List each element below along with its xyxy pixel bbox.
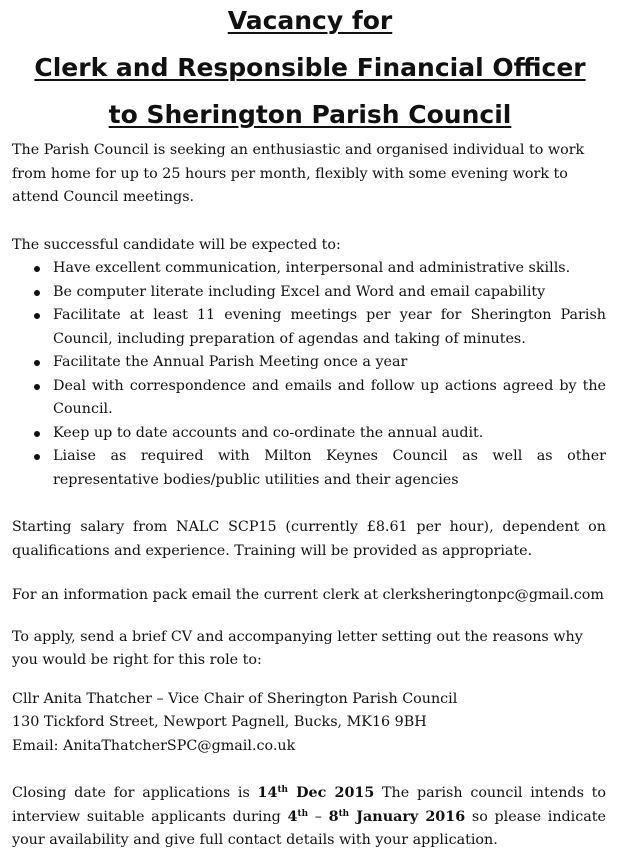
range-end-rest: January 2016 <box>349 808 466 825</box>
duty-text: Facilitate at least 11 evening meetings per year for Sherington Parish Council, including preparation of agendas and taking of minutes. <box>53 307 606 347</box>
title-block <box>0 0 620 138</box>
list-item <box>12 281 606 305</box>
closing-text-1: Closing date for applications is <box>12 785 258 801</box>
salary-paragraph: Starting salary from NALC SCP15 (currently £8.61 per hour), dependent on qualifications and experience. Training will be provided as appropriate. <box>12 519 606 559</box>
interview-range-end <box>329 809 466 825</box>
closing-text-3: so please indicate your availability and give full contact details with your application. <box>12 808 606 848</box>
duty-text: Facilitate the Annual Parish Meeting once a year <box>53 354 408 370</box>
intro-paragraph: The Parish Council is seeking an enthusiastic and organised individual to work from home for up to 25 hours per month, flexibly with some evening work to attend Council meetings. <box>12 142 585 205</box>
contact-email: Email: AnitaThatcherSPC@gmail.co.uk <box>12 737 296 754</box>
closing-date <box>258 785 375 801</box>
closing-date-rest: Dec 2015 <box>287 785 375 801</box>
range-start-suffix: th <box>297 808 309 819</box>
info-pack-paragraph: For an information pack email the current clerk at clerksheringtonpc@gmail.com <box>12 587 604 603</box>
notice-body <box>12 139 606 853</box>
list-item <box>12 375 606 422</box>
closing-text-2: The parish council intends to interview suitable applicants during <box>12 785 606 825</box>
interview-range-start <box>288 809 309 825</box>
title-line-2: Clerk and Responsible Financial Officer <box>34 53 586 82</box>
duty-text: Be computer literate including Excel and Word and email capability <box>53 283 546 300</box>
contact-name: Cllr Anita Thatcher – Vice Chair of Sherington Parish Council <box>12 690 458 707</box>
closing-date-day: 14 <box>257 785 278 801</box>
title-line-1: Vacancy for <box>227 6 393 35</box>
list-item <box>12 351 606 375</box>
range-end-day: 8 <box>328 808 339 825</box>
duty-text: Keep up to date accounts and co-ordinate the annual audit. <box>53 424 484 441</box>
list-item <box>12 257 606 281</box>
contact-address: 130 Tickford Street, Newport Pagnell, Bucks, MK16 9BH <box>12 714 427 730</box>
duties-list <box>12 257 606 492</box>
list-item <box>12 422 606 446</box>
range-separator: – <box>308 808 329 825</box>
duty-text: Have excellent communication, interpersonal and administrative skills. <box>53 260 571 276</box>
apply-paragraph: To apply, send a brief CV and accompanying letter setting out the reasons why you would be right for this role to: <box>12 628 583 668</box>
expected-heading: The successful candidate will be expected to: <box>12 236 341 253</box>
duty-text: Deal with correspondence and emails and follow up actions agreed by the Council. <box>53 377 606 417</box>
closing-date-suffix: th <box>277 785 288 796</box>
list-item <box>12 304 606 351</box>
title-line-3: to Sherington Parish Council <box>108 100 512 129</box>
range-start-day: 4 <box>287 808 298 825</box>
contact-block <box>12 688 606 759</box>
range-end-suffix: th <box>338 808 350 819</box>
duty-text: Liaise as required with Milton Keynes Council as well as other representative bodies/public utilities and their agencies <box>53 448 606 488</box>
list-item <box>12 445 606 492</box>
